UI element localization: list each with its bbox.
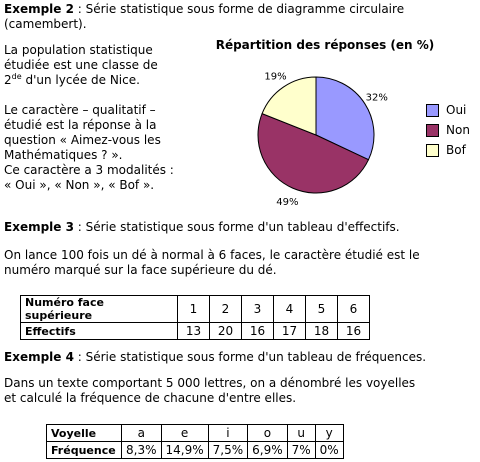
table-cell: 6,9% bbox=[248, 442, 288, 459]
table-cell: 13 bbox=[178, 323, 210, 340]
table-cell: 18 bbox=[306, 323, 338, 340]
example-4-heading bbox=[4, 350, 476, 365]
table-cell: 16 bbox=[338, 323, 370, 340]
example-3-subtitle: : Série statistique sous forme d'un tableau d'effectifs. bbox=[73, 220, 400, 234]
example-4-title: Exemple 4 bbox=[4, 350, 74, 364]
table-row-header: Effectifs bbox=[21, 323, 178, 340]
table-cell: 0% bbox=[315, 442, 343, 459]
table-cell: 1 bbox=[178, 296, 210, 323]
table-cell: u bbox=[287, 425, 315, 442]
example-4-description bbox=[4, 376, 478, 406]
table-cell: e bbox=[161, 425, 208, 442]
description-line: étudié est la réponse à la bbox=[4, 118, 157, 132]
table-row bbox=[47, 425, 344, 442]
description-line: Mathématiques ? ». bbox=[4, 148, 123, 162]
legend-label: Oui bbox=[446, 103, 467, 117]
slice-label: 32% bbox=[365, 92, 388, 104]
description-line: question « Aimez-vous les bbox=[4, 133, 161, 147]
example-2-subtitle-line2: (camembert). bbox=[4, 17, 87, 31]
table-cell: 14,9% bbox=[161, 442, 208, 459]
frequences-table bbox=[46, 424, 344, 459]
example-2-heading bbox=[4, 2, 474, 32]
table-cell: y bbox=[315, 425, 343, 442]
table-cell: 5 bbox=[306, 296, 338, 323]
table-row bbox=[21, 296, 370, 323]
table-cell: i bbox=[208, 425, 248, 442]
table-cell: 20 bbox=[210, 323, 242, 340]
table-cell: 2 bbox=[210, 296, 242, 323]
table-row bbox=[47, 442, 344, 459]
table-row-header: Numéro face supérieure bbox=[21, 296, 178, 323]
table-cell: 3 bbox=[242, 296, 274, 323]
table-cell: 8,3% bbox=[122, 442, 162, 459]
description-line: On lance 100 fois un dé à normal à 6 faces, le caractère étudié est le bbox=[4, 248, 420, 262]
table-row-header: Fréquence bbox=[47, 442, 122, 459]
table-cell: 16 bbox=[242, 323, 274, 340]
effectifs-table bbox=[20, 295, 370, 340]
description-line: « Oui », « Non », « Bof ». bbox=[4, 178, 155, 192]
description-line: étudiée est une classe de bbox=[4, 58, 158, 72]
table-cell: 7% bbox=[287, 442, 315, 459]
example-3-description bbox=[4, 248, 478, 278]
slice-label: 49% bbox=[276, 197, 299, 209]
legend-label: Non bbox=[446, 123, 470, 137]
example-2-description bbox=[4, 43, 204, 193]
example-4-subtitle: : Série statistique sous forme d'un tableau de fréquences. bbox=[73, 350, 427, 364]
description-line: 2de d'un lycée de Nice. bbox=[4, 72, 140, 87]
description-line: Ce caractère a 3 modalités : bbox=[4, 163, 174, 177]
table-cell: o bbox=[248, 425, 288, 442]
description-line: Dans un texte comportant 5 000 lettres, on a dénombré les voyelles bbox=[4, 376, 416, 390]
pie-chart bbox=[206, 36, 476, 209]
table-row-header: Voyelle bbox=[47, 425, 122, 442]
table-row bbox=[21, 323, 370, 340]
legend-swatch bbox=[426, 104, 439, 117]
example-3-heading bbox=[4, 220, 476, 235]
table-cell: 4 bbox=[274, 296, 306, 323]
legend-label: Bof bbox=[446, 143, 466, 157]
legend-swatch bbox=[426, 144, 439, 157]
description-line: Le caractère – qualitatif – bbox=[4, 103, 156, 117]
slice-label: 19% bbox=[264, 71, 287, 83]
table-cell: a bbox=[122, 425, 162, 442]
description-line: numéro marqué sur la face supérieure du dé. bbox=[4, 263, 277, 277]
table-cell: 7,5% bbox=[208, 442, 248, 459]
chart-title: Répartition des réponses (en %) bbox=[215, 38, 435, 52]
legend-swatch bbox=[426, 124, 439, 137]
table-cell: 17 bbox=[274, 323, 306, 340]
table-cell: 6 bbox=[338, 296, 370, 323]
description-line: et calculé la fréquence de chacune d'entre elles. bbox=[4, 391, 297, 405]
example-2-subtitle: : Série statistique sous forme de diagramme circulaire bbox=[73, 2, 405, 16]
example-2-title: Exemple 2 bbox=[4, 2, 74, 16]
description-line: La population statistique bbox=[4, 43, 153, 57]
example-3-title: Exemple 3 bbox=[4, 220, 74, 234]
